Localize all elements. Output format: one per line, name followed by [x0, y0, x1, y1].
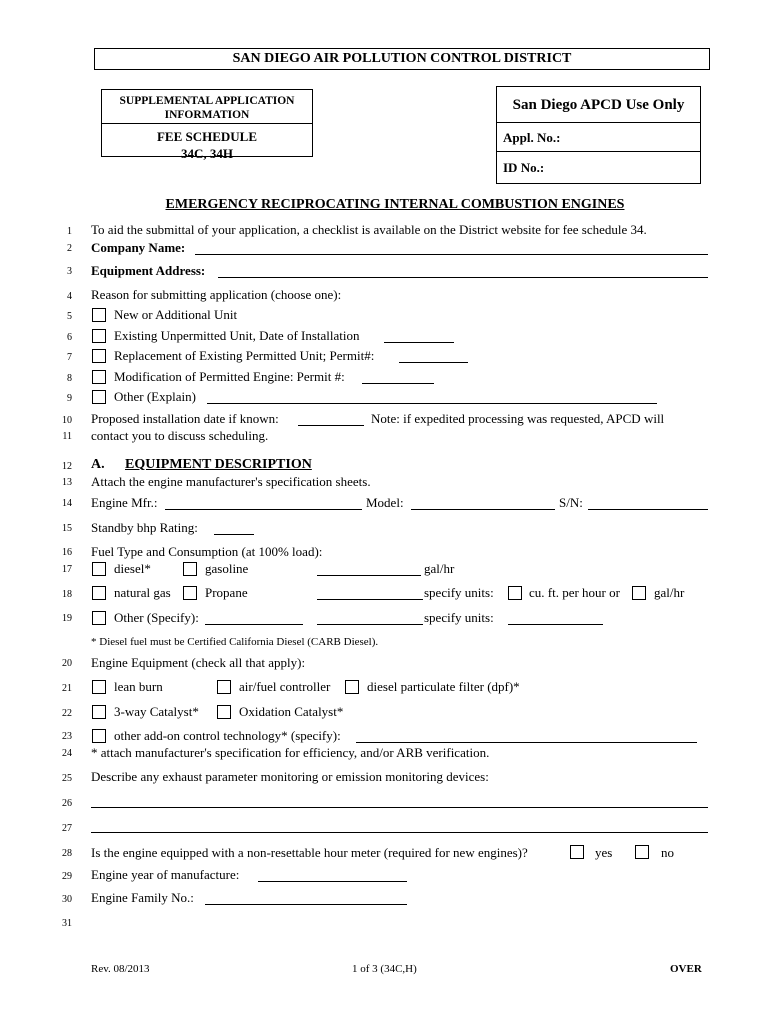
monitoring-input-1[interactable] [91, 807, 708, 808]
dpf-label: diesel particulate filter (dpf)* [367, 679, 520, 694]
fee-codes: 34C, 34H [181, 146, 233, 161]
diesel-note: * Diesel fuel must be Certified California Diesel (CARB Diesel). [91, 636, 379, 648]
three-way-catalyst-checkbox[interactable] [92, 705, 106, 719]
engine-mfr-input[interactable] [165, 509, 362, 510]
other-explain-input[interactable] [207, 403, 657, 404]
line-number: 8 [67, 373, 72, 384]
line-number: 26 [62, 798, 72, 809]
reason-existing-checkbox[interactable] [92, 329, 106, 343]
air-fuel-label: air/fuel controller [239, 679, 331, 694]
line-number: 29 [62, 871, 72, 882]
oxidation-catalyst-checkbox[interactable] [217, 705, 231, 719]
intro-text: To aid the submittal of your application, a checklist is available on the District website for fee schedule 34. [91, 222, 647, 237]
sn-label: S/N: [559, 495, 583, 510]
line-number: 20 [62, 658, 72, 669]
other-addon-label: other add-on control technology* (specify): [114, 728, 341, 743]
dpf-checkbox[interactable] [345, 680, 359, 694]
reason-other-label: Other (Explain) [114, 389, 196, 404]
line-number: 27 [62, 823, 72, 834]
line-number: 19 [62, 613, 72, 624]
attach-spec-note: * attach manufacturer's specification for efficiency, and/or ARB verification. [91, 745, 490, 760]
lean-burn-checkbox[interactable] [92, 680, 106, 694]
line-number: 9 [67, 393, 72, 404]
standby-bhp-input[interactable] [214, 534, 254, 535]
line-number: 15 [62, 523, 72, 534]
proposed-date-label: Proposed installation date if known: [91, 411, 279, 426]
other-fuel-checkbox[interactable] [92, 611, 106, 625]
specify-units-label-2: specify units: [424, 610, 494, 625]
natural-gas-checkbox[interactable] [92, 586, 106, 600]
apcd-use-only-box [496, 86, 701, 184]
line-number: 23 [62, 731, 72, 742]
reason-replacement-checkbox[interactable] [92, 349, 106, 363]
gas-gal-hr-checkbox[interactable] [632, 586, 646, 600]
line-number: 13 [62, 477, 72, 488]
hour-meter-no-label: no [661, 845, 674, 860]
revision-date: Rev. 08/2013 [91, 963, 150, 975]
monitoring-prompt: Describe any exhaust parameter monitoring or emission monitoring devices: [91, 769, 489, 784]
over-label: OVER [670, 963, 702, 975]
line-number: 7 [67, 352, 72, 363]
line-number: 28 [62, 848, 72, 859]
other-fuel-label: Other (Specify): [114, 610, 199, 625]
diesel-label: diesel* [114, 561, 151, 576]
cu-ft-label: cu. ft. per hour or [529, 585, 620, 600]
line-number: 16 [62, 547, 72, 558]
line-number: 3 [67, 266, 72, 277]
model-label: Model: [366, 495, 404, 510]
propane-checkbox[interactable] [183, 586, 197, 600]
monitoring-input-2[interactable] [91, 832, 708, 833]
other-addon-input[interactable] [356, 742, 697, 743]
line-number: 5 [67, 311, 72, 322]
propane-label: Propane [205, 585, 248, 600]
line-number: 4 [67, 291, 72, 302]
gas-gal-hr-label: gal/hr [654, 585, 685, 600]
engine-year-input[interactable] [258, 881, 407, 882]
sn-input[interactable] [588, 509, 708, 510]
gasoline-label: gasoline [205, 561, 249, 576]
hour-meter-yes-checkbox[interactable] [570, 845, 584, 859]
equipment-prompt: Engine Equipment (check all that apply): [91, 655, 306, 670]
diesel-checkbox[interactable] [92, 562, 106, 576]
company-name-input[interactable] [195, 254, 708, 255]
reason-existing-label: Existing Unpermitted Unit, Date of Installation [114, 328, 360, 343]
supplemental-label: SUPPLEMENTAL APPLICATION INFORMATION [102, 90, 312, 124]
line-number: 6 [67, 332, 72, 343]
cu-ft-checkbox[interactable] [508, 586, 522, 600]
standby-bhp-label: Standby bhp Rating: [91, 520, 198, 535]
line-number: 10 [62, 415, 72, 426]
line-number: 31 [62, 918, 72, 929]
reason-replacement-label: Replacement of Existing Permitted Unit; Permit#: [114, 348, 375, 363]
engine-mfr-label: Engine Mfr.: [91, 495, 158, 510]
installation-date-input[interactable] [384, 342, 454, 343]
hour-meter-question: Is the engine equipped with a non-resettable hour meter (required for new engines)? [91, 845, 528, 860]
reason-new-checkbox[interactable] [92, 308, 106, 322]
engine-year-label: Engine year of manufacture: [91, 867, 240, 882]
gasoline-checkbox[interactable] [183, 562, 197, 576]
line-number: 17 [62, 564, 72, 575]
fee-schedule-label: FEE SCHEDULE 34C, 34H [102, 128, 312, 162]
line-number: 1 [67, 226, 72, 237]
line-number: 21 [62, 683, 72, 694]
model-input[interactable] [411, 509, 555, 510]
use-only-label: San Diego APCD Use Only [497, 87, 700, 123]
equipment-address-input[interactable] [218, 277, 708, 278]
engine-family-input[interactable] [205, 904, 407, 905]
hour-meter-yes-label: yes [595, 845, 613, 860]
engine-family-label: Engine Family No.: [91, 890, 194, 905]
other-consumption-input[interactable] [317, 624, 423, 625]
expedited-note: Note: if expedited processing was requested, APCD will [371, 411, 665, 426]
line-number: 12 [62, 461, 72, 472]
three-way-catalyst-label: 3-way Catalyst* [114, 704, 199, 719]
other-addon-checkbox[interactable] [92, 729, 106, 743]
replacement-permit-input[interactable] [399, 362, 468, 363]
reason-new-label: New or Additional Unit [114, 307, 238, 322]
section-a-letter: A. [91, 457, 105, 472]
line-number: 30 [62, 894, 72, 905]
document-title: EMERGENCY RECIPROCATING INTERNAL COMBUSTION ENGINES [165, 197, 625, 212]
section-a-title: EQUIPMENT DESCRIPTION [125, 457, 312, 472]
id-no-field[interactable]: ID No.: [503, 160, 545, 175]
company-name-label: Company Name: [91, 240, 186, 255]
expedited-note-cont: contact you to discuss scheduling. [91, 428, 269, 443]
oxidation-catalyst-label: Oxidation Catalyst* [239, 704, 344, 719]
equipment-address-label: Equipment Address: [91, 263, 206, 278]
hour-meter-no-checkbox[interactable] [635, 845, 649, 859]
fuel-gal-hr-input[interactable] [317, 575, 421, 576]
district-title: SAN DIEGO AIR POLLUTION CONTROL DISTRICT [94, 48, 710, 70]
reason-modification-label: Modification of Permitted Engine: Permit #: [114, 369, 345, 384]
fee-schedule-box [101, 89, 313, 161]
line-number: 11 [62, 431, 72, 442]
line-number: 14 [62, 498, 72, 509]
other-units-input[interactable] [508, 624, 603, 625]
appl-no-field[interactable]: Appl. No.: [497, 124, 700, 152]
gas-consumption-input[interactable] [317, 599, 423, 600]
other-fuel-input[interactable] [205, 624, 303, 625]
reason-other-checkbox[interactable] [92, 390, 106, 404]
specify-units-label: specify units: [424, 585, 494, 600]
line-number: 25 [62, 773, 72, 784]
line-number: 24 [62, 748, 72, 759]
air-fuel-checkbox[interactable] [217, 680, 231, 694]
page-number: 1 of 3 (34C,H) [352, 963, 417, 975]
natural-gas-label: natural gas [114, 585, 171, 600]
modification-permit-input[interactable] [362, 383, 434, 384]
line-number: 18 [62, 589, 72, 600]
reason-modification-checkbox[interactable] [92, 370, 106, 384]
reason-prompt: Reason for submitting application (choose one): [91, 287, 342, 302]
line-number: 22 [62, 708, 72, 719]
gal-hr-label: gal/hr [424, 561, 455, 576]
line-number: 2 [67, 243, 72, 254]
lean-burn-label: lean burn [114, 679, 163, 694]
attach-spec-sheets: Attach the engine manufacturer's specification sheets. [91, 474, 371, 489]
proposed-date-input[interactable] [298, 425, 364, 426]
fuel-prompt: Fuel Type and Consumption (at 100% load): [91, 544, 323, 559]
